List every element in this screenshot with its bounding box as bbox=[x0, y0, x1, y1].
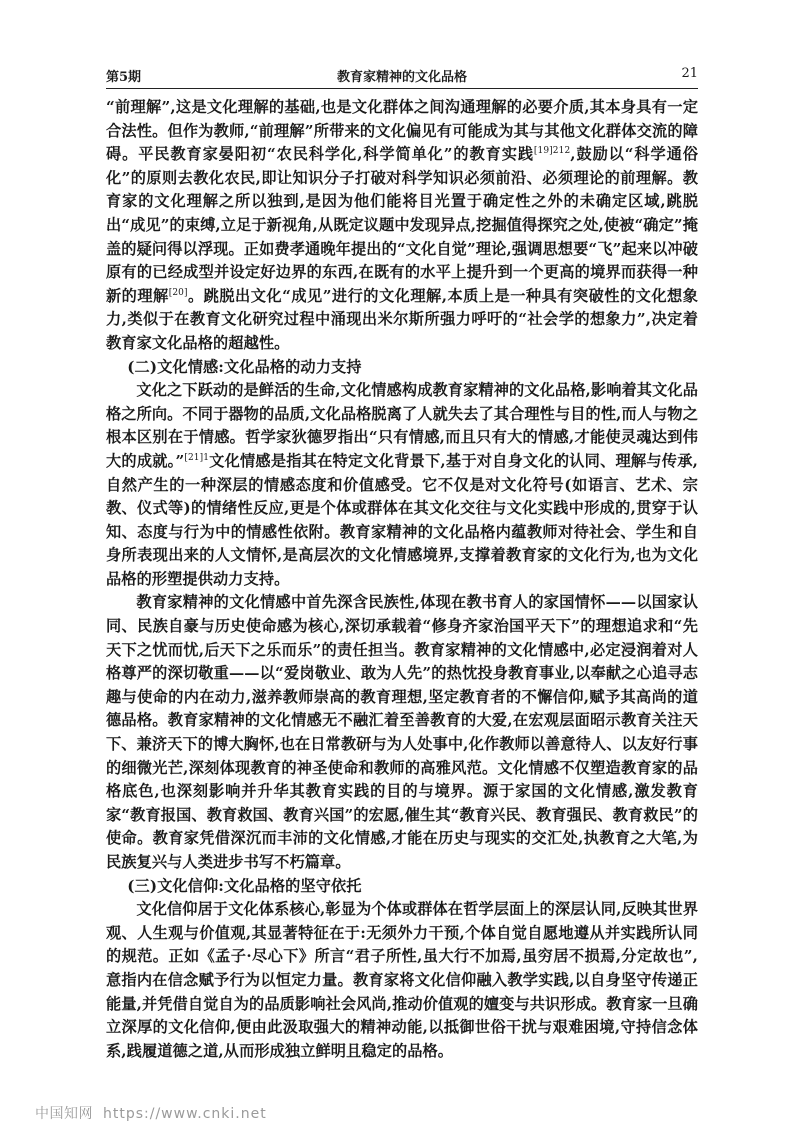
watermark-footer bbox=[35, 1103, 267, 1123]
paragraph-text: 。跳脱出文化“成见”进行的文化理解,本质上是一种具有突破性的文化想象力,类似于在教育文化研究过程中涌现出米尔斯所强力呼吁的“社会学的想象力”,决定着教育家文化品格的超越性。 bbox=[106, 286, 698, 352]
paragraph-national-sentiment: 教育家精神的文化情感中首先深含民族性,体现在教书育人的家国情怀——以国家认同、民族自豪与历史使命感为核心,深切承载着“修身齐家治国平天下”的理想追求和“先天下之忧而忧,后天下之乐而乐”的责任担当。教育家精神的文化情感中,必定浸润着对人格尊严的深切敬重——以“爱岗敬业、敢为人先”的热忱投身教育事业,以奉献之心追寻志趣与使命的内在动力,滋养教师崇高的教育理想,坚定教育者的不懈信仰,赋予其高尚的道德品格。教育家精神的文化情感无不融汇着至善教育的大爱,在宏观层面昭示教育关注天下、兼济天下的博大胸怀,也在日常教研与为人处事中,化作教师以善意待人、以友好行事的细微光芒,深刻体现教育的神圣使命和教师的高雅风范。文化情感不仅塑造教育家的品格底色,也深刻影响并升华其教育实践的目的与境界。源于家国的文化情感,激发教育家“教育报国、教育救国、教育兴国”的宏愿,催生其“教育兴民、教育强民、教育救民”的使命。教育家凭借深沉而丰沛的文化情感,才能在历史与现实的交汇处,执教育之大笔,为民族复兴与人类进步书写不朽篇章。 bbox=[106, 593, 698, 871]
running-header bbox=[106, 66, 698, 88]
running-title: 教育家精神的文化品格 bbox=[336, 70, 467, 85]
cnki-url: https://www.cnki.net bbox=[103, 1106, 267, 1122]
citation-ref: [19]212 bbox=[533, 146, 571, 157]
paragraph-text: 文化之下跃动的是鲜活的生命,文化情感构成教育家精神的文化品格,影响着其文化品格之所向。不同于器物的品质,文化品格脱离了人就失去了其合理性与目的性,而人与物之根本区别在于情感。哲学家狄德罗指出“只有情感,而且只有大的情感,才能使灵魂达到伟大的成就。” bbox=[106, 381, 698, 470]
paragraph-cultural-belief: 文化信仰居于文化体系核心,彰显为个体或群体在哲学层面上的深层认同,反映其世界观、人生观与价值观,其显著特征在于:无须外力干预,个体自觉自愿地遵从并实践所认同的规范。正如《孟子·尽心下》所言“君子所性,虽大行不加焉,虽穷居不损焉,分定故也”,意指内在信念赋予行为以恒定力量。教育家将文化信仰融入教学实践,以自身坚守传递正能量,并凭借自觉自为的品质影响社会风尚,推动价值观的嬗变与共识形成。教育家一旦确立深厚的文化信仰,便由此汲取强大的精神动能,以抵御世俗干扰与艰难困境,守持信念体系,践履道德之道,从而形成独立鲜明且稳定的品格。 bbox=[106, 900, 698, 1060]
issue-label: 第5期 bbox=[106, 70, 142, 85]
cnki-brand: 中国知网 bbox=[35, 1106, 93, 1122]
citation-ref: [21]1 bbox=[184, 452, 210, 463]
article-body bbox=[106, 96, 698, 1063]
paragraph-cultural-emotion bbox=[106, 379, 698, 591]
section-heading-cultural-emotion: (二)文化情感:文化品格的动力支持 bbox=[127, 357, 362, 376]
paragraph-text: ,鼓励以“科学通俗化”的原则去教化农民,即让知识分子打破对科学知识必须前沿、必须理论的前理解。教育家的文化理解之所以独到,是因为他们能将目光置于确定性之外的未确定区域,跳脱出“成见”的束缚,立足于新视角,从既定议题中发现异点,挖掘值得探究之处,使被“确定”掩盖的疑问得以浮现。正如费孝通晚年提出的“文化自觉”理论,强调思想要“飞”起来以冲破原有的已经成型并设定好边界的东西,在既有的水平上提升到一个更高的境界而获得一种新的理解 bbox=[106, 145, 698, 305]
header-rule bbox=[106, 88, 698, 89]
section-heading-cultural-belief: (三)文化信仰:文化品格的坚守依托 bbox=[127, 876, 362, 895]
paragraph-text: 文化情感是指其在特定文化背景下,基于对自身文化的认同、理解与传承,自然产生的一种深层的情感态度和价值感受。它不仅是对文化符号(如语言、艺术、宗教、仪式等)的情绪性反应,更是个体或群体在其文化交往与文化实践中形成的,贯穿于认知、态度与行为中的情感性依附。教育家精神的文化品格内蕴教师对待社会、学生和自身所表现出来的人文情怀,是高层次的文化情感境界,支撑着教育家的文化行为,也为文化品格的形塑提供动力支持。 bbox=[106, 451, 698, 588]
page-number: 21 bbox=[681, 66, 698, 81]
paragraph-text: “前理解”,这是文化理解的基础,也是文化群体之间沟通理解的必要介质,其本身具有一定合法性。但作为教师,“前理解”所带来的文化偏见有可能成为其与其他文化群体交流的障碍。平民教育家晏阳初“农民科学化,科学简单化”的教育实践 bbox=[106, 98, 698, 164]
citation-ref: [20] bbox=[168, 287, 188, 298]
paragraph-front-understanding bbox=[106, 96, 698, 356]
